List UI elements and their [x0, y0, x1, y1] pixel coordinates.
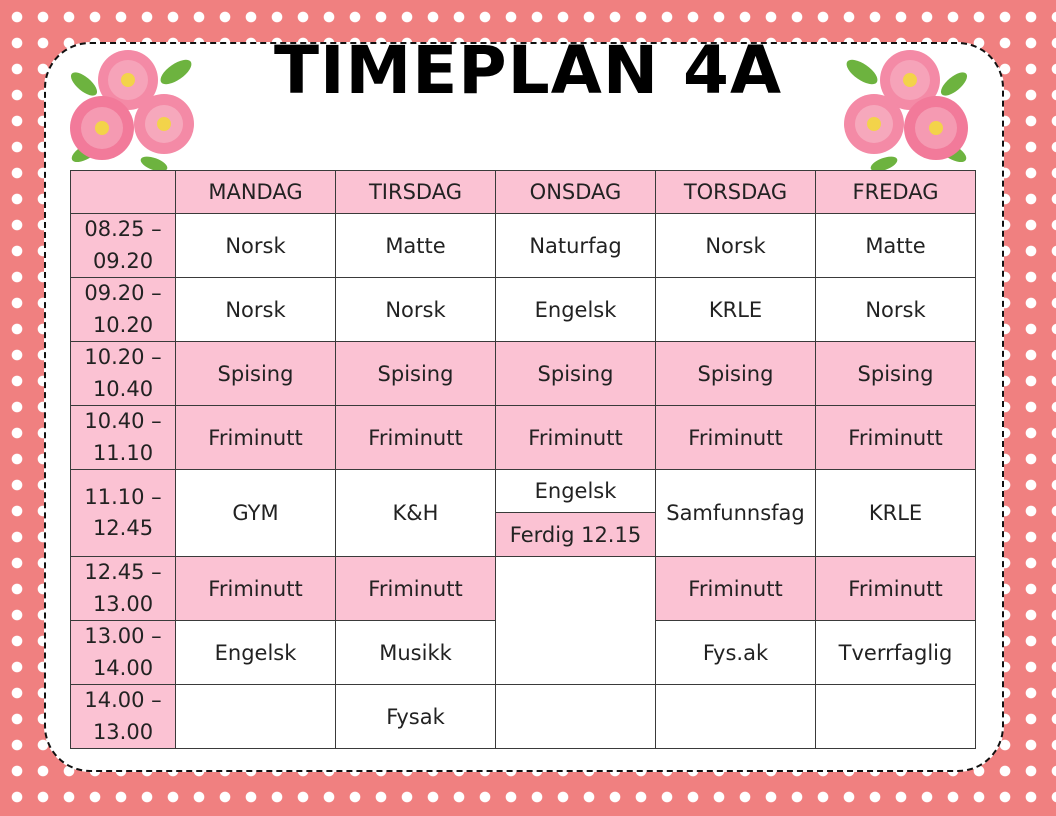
lesson-cell: Norsk — [176, 278, 336, 342]
lesson-cell: Naturfag — [496, 214, 656, 278]
lesson-cell: Friminutt — [656, 557, 816, 621]
lesson-cell: KRLE — [656, 278, 816, 342]
lesson-cell: Matte — [816, 214, 976, 278]
lesson-cell: Friminutt — [176, 557, 336, 621]
lesson-cell: GYM — [176, 470, 336, 557]
lesson-cell: Spising — [816, 342, 976, 406]
time-cell: 10.20 – 10.40 — [71, 342, 176, 406]
lesson-cell: Engelsk — [176, 621, 336, 685]
lesson-cell — [496, 557, 656, 685]
lesson-cell: Friminutt — [336, 557, 496, 621]
lesson-cell: Friminutt — [816, 557, 976, 621]
lesson-cell: Engelsk — [496, 470, 656, 513]
lesson-cell: Ferdig 12.15 — [496, 513, 656, 557]
table-row — [71, 406, 976, 470]
day-header: MANDAG — [176, 171, 336, 214]
table-row — [71, 342, 976, 406]
lesson-cell: Spising — [176, 342, 336, 406]
table-row — [71, 685, 976, 749]
table-row — [71, 557, 976, 621]
day-header: TIRSDAG — [336, 171, 496, 214]
page-title: TIMEPLAN 4A — [273, 32, 783, 109]
time-cell: 14.00 – 13.00 — [71, 685, 176, 749]
time-cell: 08.25 – 09.20 — [71, 214, 176, 278]
lesson-cell: Musikk — [336, 621, 496, 685]
lesson-cell: Engelsk — [496, 278, 656, 342]
table-row — [71, 470, 976, 513]
lesson-cell: Norsk — [176, 214, 336, 278]
lesson-cell: Tverrfaglig — [816, 621, 976, 685]
lesson-cell: Friminutt — [176, 406, 336, 470]
lesson-cell: KRLE — [816, 470, 976, 557]
day-header: ONSDAG — [496, 171, 656, 214]
lesson-cell — [176, 685, 336, 749]
time-cell: 13.00 – 14.00 — [71, 621, 176, 685]
lesson-cell: Spising — [336, 342, 496, 406]
lesson-cell: Friminutt — [656, 406, 816, 470]
header-row — [71, 171, 976, 214]
time-cell: 09.20 – 10.20 — [71, 278, 176, 342]
timetable — [70, 170, 976, 749]
lesson-cell: Norsk — [816, 278, 976, 342]
lesson-cell: Samfunnsfag — [656, 470, 816, 557]
lesson-cell: Spising — [496, 342, 656, 406]
lesson-cell — [496, 685, 656, 749]
lesson-cell: Fys.ak — [656, 621, 816, 685]
time-cell: 10.40 – 11.10 — [71, 406, 176, 470]
lesson-cell: Norsk — [656, 214, 816, 278]
lesson-cell — [816, 685, 976, 749]
day-header: TORSDAG — [656, 171, 816, 214]
time-cell: 11.10 – 12.45 — [71, 470, 176, 557]
corner-cell — [71, 171, 176, 214]
lesson-cell — [656, 685, 816, 749]
lesson-cell: Spising — [656, 342, 816, 406]
lesson-cell: Fysak — [336, 685, 496, 749]
lesson-cell: Friminutt — [496, 406, 656, 470]
time-cell: 12.45 – 13.00 — [71, 557, 176, 621]
lesson-cell: Matte — [336, 214, 496, 278]
lesson-cell: Friminutt — [336, 406, 496, 470]
lesson-cell: K&H — [336, 470, 496, 557]
lesson-cell: Norsk — [336, 278, 496, 342]
day-header: FREDAG — [816, 171, 976, 214]
lesson-cell: Friminutt — [816, 406, 976, 470]
table-row — [71, 278, 976, 342]
table-row — [71, 214, 976, 278]
